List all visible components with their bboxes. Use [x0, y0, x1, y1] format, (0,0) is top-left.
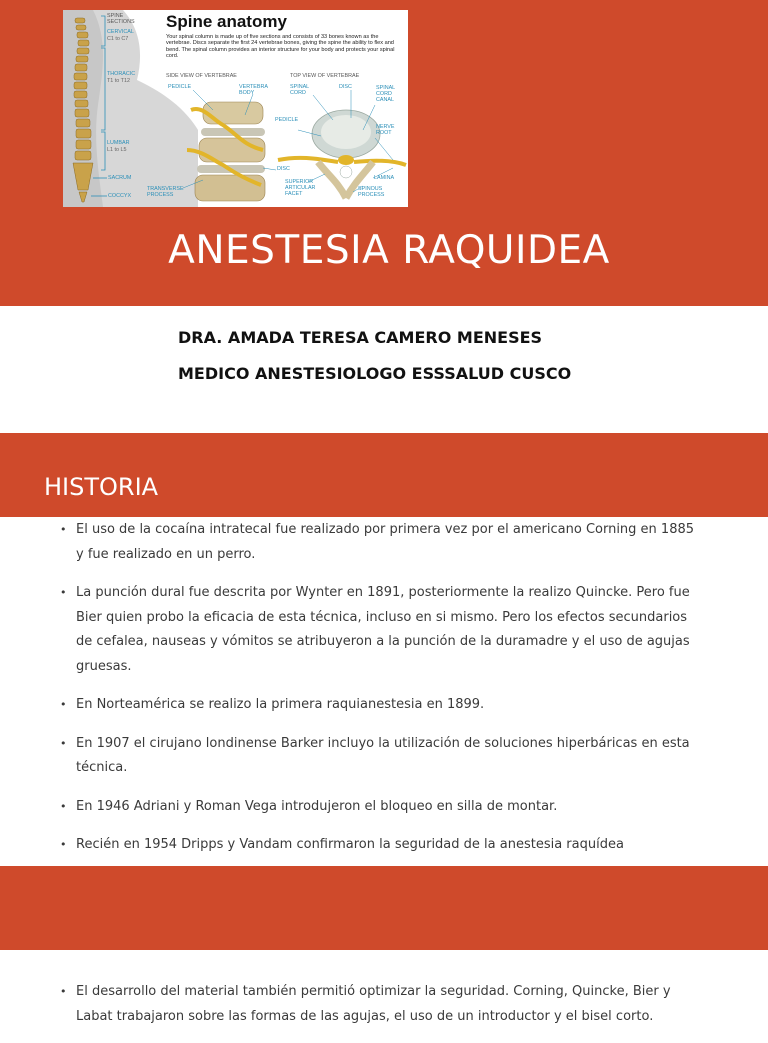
- list-item: [60, 833, 705, 858]
- transverse-process-label: TRANSVERSE PROCESS: [147, 186, 184, 198]
- spine-anatomy-figure: [63, 10, 408, 207]
- author-name: DRA. AMADA TERESA CAMERO MENESES: [178, 328, 543, 347]
- spinous-process-label: SPINOUS PROCESS: [358, 186, 385, 198]
- author-block: [178, 327, 571, 399]
- bullet-marker: •: [60, 523, 67, 536]
- list-item-text: El uso de la cocaína intratecal fue realizado por primera vez por el americano Corning en 1885 y fue realizado en un perro.: [76, 522, 695, 562]
- list-item: [60, 693, 705, 718]
- list-item-text: En 1946 Adriani y Roman Vega introdujeron el bloqueo en silla de montar.: [76, 798, 558, 814]
- disc-label: DISC: [339, 84, 352, 90]
- bullet-marker: •: [60, 799, 67, 813]
- bullet-marker: •: [60, 736, 67, 750]
- list-item-text: La punción dural fue descrita por Wynter en 1891, posteriormente la realizo Quincke. Pero fue Bier quien probo la eficacia de esta técnica, incluso en si mismo. Pero los efectos secundarios de cefalea, nauseas y vómitos se atribuyeron a la punción de la duramadre y el uso de agujas gruesas.: [76, 585, 690, 674]
- presentation-title: ANESTESIA RAQUIDEA: [168, 228, 610, 273]
- bullet-marker: •: [60, 586, 67, 599]
- list-item: [60, 732, 705, 781]
- list-item: [60, 795, 705, 820]
- superior-facet-label: SUPERIOR ARTICULAR FACET: [285, 179, 316, 197]
- spine-sections-label: SPINE SECTIONS: [107, 13, 135, 25]
- lumbar-label: LUMBAR: [107, 140, 130, 146]
- author-affiliation: MEDICO ANESTESIOLOGO ESSSALUD CUSCO: [178, 364, 572, 383]
- bullet-marker: •: [60, 698, 67, 711]
- thoracic-label: THORACIC: [107, 71, 136, 77]
- bullet-marker: •: [60, 838, 67, 851]
- nerve-root-label: NERVE ROOT: [376, 124, 395, 136]
- slide3-banner: [0, 866, 768, 950]
- figure-title: Spine anatomy: [166, 12, 287, 31]
- lamina-label: LAMINA: [374, 175, 395, 181]
- spinal-cord-canal-label: SPINAL CORD CANAL: [376, 85, 395, 103]
- pedicle-label: PEDICLE: [168, 84, 192, 90]
- list-item: [60, 581, 705, 679]
- cervical-range: C1 to C7: [107, 36, 129, 42]
- list-item: [60, 980, 705, 1029]
- lumbar-range: L1 to L5: [107, 147, 127, 153]
- list-item-text: En Norteamérica se realizo la primera raquianestesia en 1899.: [76, 697, 485, 712]
- list-item-text: Recién en 1954 Dripps y Vandam confirmaron la seguridad de la anestesia raquídea: [76, 837, 624, 852]
- list-item-text: El desarrollo del material también permitió optimizar la seguridad. Corning, Quincke, Bier y Labat trabajaron sobre las formas de las agujas, el uso de un introductor y el bisel corto.: [76, 984, 671, 1024]
- figure-description: Your spinal column is made up of five sections and consists of 33 bones known as the vertebrae. Discs separate the first 24 vertebrae bones, giving the spine the ability to flex and bend. The spinal column provides an interior structure for your body and protects your spinal cord.: [166, 34, 395, 60]
- list-item-text: En 1907 el cirujano londinense Barker incluyo la utilización de soluciones hiperbáricas en esta técnica.: [76, 735, 690, 775]
- vertebra-body-label: VERTEBRA BODY: [239, 84, 268, 96]
- side-view-label: SIDE VIEW OF VERTEBRAE: [166, 73, 237, 79]
- historia-bullet-list: [60, 518, 705, 872]
- spinal-cord-label: SPINAL CORD: [290, 84, 309, 96]
- top-view-label: TOP VIEW OF VERTEBRAE: [290, 73, 360, 79]
- cervical-label: CERVICAL: [107, 29, 134, 35]
- pedicle-top-label: PEDICLE: [275, 117, 299, 123]
- slide3-bullet-list: [60, 980, 705, 1043]
- list-item: [60, 518, 705, 567]
- disc-side-label: DISC: [277, 166, 290, 172]
- bullet-marker: •: [60, 985, 67, 998]
- thoracic-range: T1 to T12: [107, 78, 130, 84]
- sacrum-label: SACRUM: [108, 175, 132, 181]
- coccyx-label: COCCYX: [108, 193, 132, 199]
- section-title-historia: HISTORIA: [44, 473, 159, 501]
